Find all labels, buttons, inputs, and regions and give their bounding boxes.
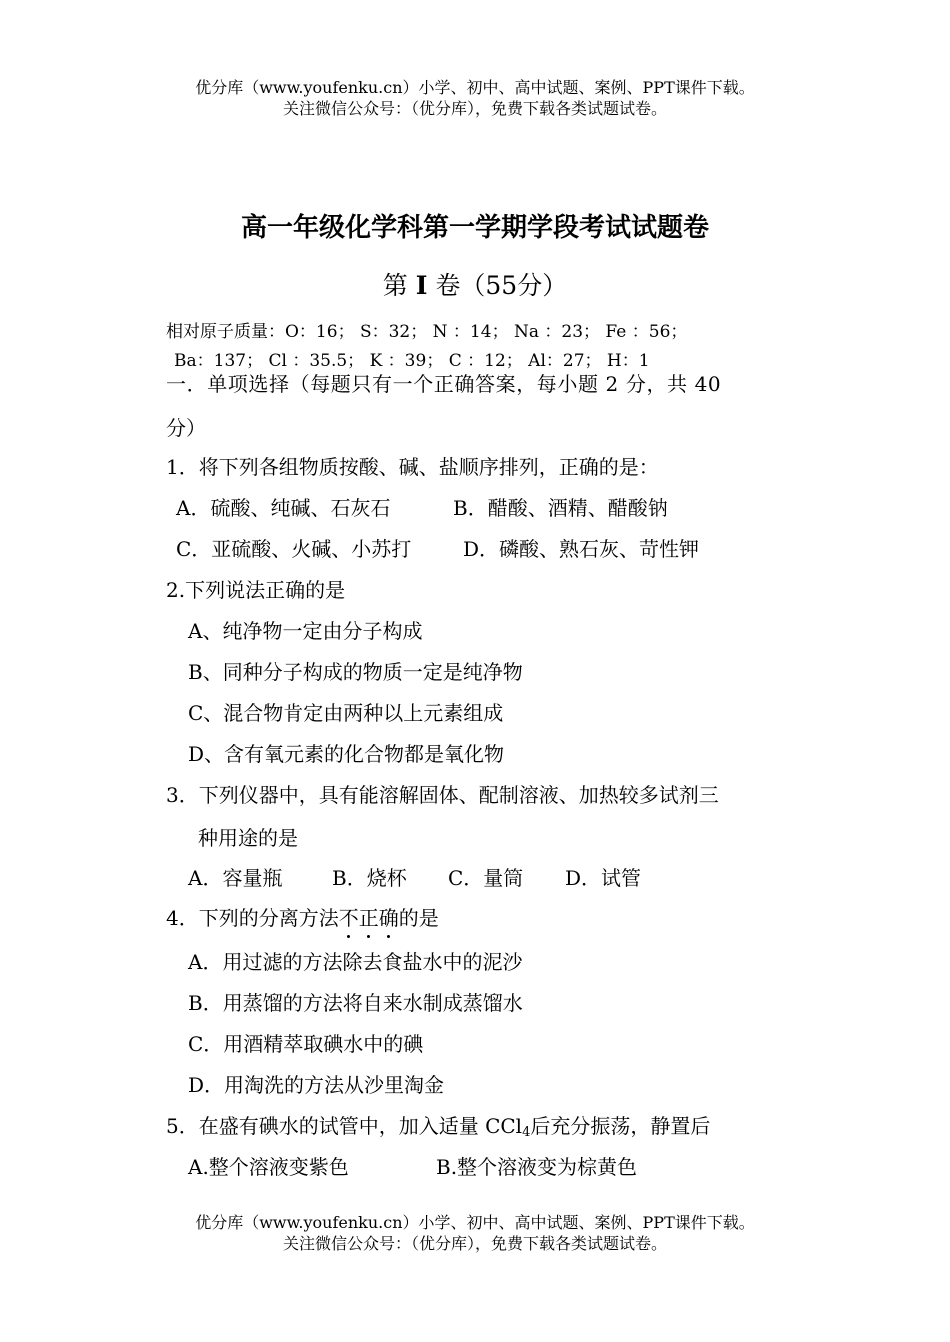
section-heading-line-1: 一．单项选择（每题只有一个正确答案，每小题 2 分，共 40 — [166, 372, 722, 396]
atomic-mass-line-2: Ba：137； Cl ：35.5； K ：39； C ：12； Al：27； H：1 — [174, 351, 650, 371]
subtitle-prefix: 第 — [382, 271, 408, 300]
q3-option-b: B．烧杯 — [332, 866, 407, 890]
q5-stem-before: 5．在盛有碘水的试管中，加入适量 CCl — [166, 1114, 523, 1138]
q5-stem-after: 后充分振荡，静置后 — [530, 1114, 711, 1138]
header-line-2: 关注微信公众号：（优分库），免费下载各类试题试卷。 — [282, 99, 667, 118]
q4-option-d: D．用淘洗的方法从沙里淘金 — [188, 1073, 445, 1097]
q4-option-c: C．用酒精萃取碘水中的碘 — [188, 1032, 424, 1056]
page-footer — [0, 1212, 950, 1254]
q3-stem-line-1: 3．下列仪器中，具有能溶解固体、配制溶液、加热较多试剂三 — [166, 783, 719, 807]
q3-option-a: A．容量瓶 — [188, 866, 283, 890]
q3-option-c: C．量筒 — [448, 866, 524, 890]
q4-option-b: B．用蒸馏的方法将自来水制成蒸馏水 — [188, 991, 523, 1015]
q4-stem-before: 4．下列的分离方法 — [166, 906, 339, 930]
q2-option-d: D、含有氧元素的化合物都是氧化物 — [188, 742, 505, 766]
q4-stem-after: 的是 — [398, 906, 439, 930]
q1-option-c: C．亚硫酸、火碱、小苏打 — [176, 537, 412, 561]
subtitle-suffix: 卷（55分） — [435, 271, 568, 300]
volume-subtitle — [0, 266, 950, 302]
header-line-1: 优分库（www.youfenku.cn）小学、初中、高中试题、案例、PPT课件下载。 — [195, 78, 755, 97]
q4-emphasis-char-1: 不 — [338, 906, 359, 930]
footer-line-2: 关注微信公众号：（优分库），免费下载各类试题试卷。 — [282, 1234, 667, 1253]
q2-option-b: B、同种分子构成的物质一定是纯净物 — [188, 660, 523, 684]
q4-emphasis-char-3: 确 — [378, 906, 399, 930]
footer-line-1: 优分库（www.youfenku.cn）小学、初中、高中试题、案例、PPT课件下载。 — [195, 1213, 755, 1232]
q3-stem-line-2: 种用途的是 — [198, 826, 298, 850]
q4-option-a: A．用过滤的方法除去食盐水中的泥沙 — [188, 950, 523, 974]
section-heading-line-2: 分） — [166, 416, 206, 440]
q5-option-a: A.整个溶液变紫色 — [188, 1155, 349, 1179]
q5-subscript: 4 — [522, 1125, 531, 1140]
atomic-mass-line-1: 相对原子质量：O：16； S：32； N ：14； Na ：23； Fe ：56； — [166, 322, 688, 342]
q5-stem — [166, 1113, 710, 1139]
page-header — [0, 77, 950, 119]
q4-emphasis-char-2: 正 — [358, 906, 379, 930]
exam-title: 高一年级化学科第一学期学段考试试题卷 — [240, 213, 709, 243]
q1-option-a: A．硫酸、纯碱、石灰石 — [176, 496, 391, 520]
q2-option-a: A、纯净物一定由分子构成 — [188, 619, 423, 643]
q1-option-d: D．磷酸、熟石灰、苛性钾 — [463, 537, 700, 561]
q2-option-c: C、混合物肯定由两种以上元素组成 — [188, 701, 504, 725]
q1-stem: 1．将下列各组物质按酸、碱、盐顺序排列，正确的是： — [166, 455, 659, 479]
q3-option-d: D．试管 — [565, 866, 642, 890]
q5-option-b: B.整个溶液变为棕黄色 — [436, 1155, 638, 1179]
q2-stem: 2.下列说法正确的是 — [166, 578, 346, 602]
q1-option-b: B．醋酸、酒精、醋酸钠 — [453, 496, 668, 520]
q4-stem — [166, 905, 439, 931]
subtitle-roman: I — [415, 271, 428, 300]
